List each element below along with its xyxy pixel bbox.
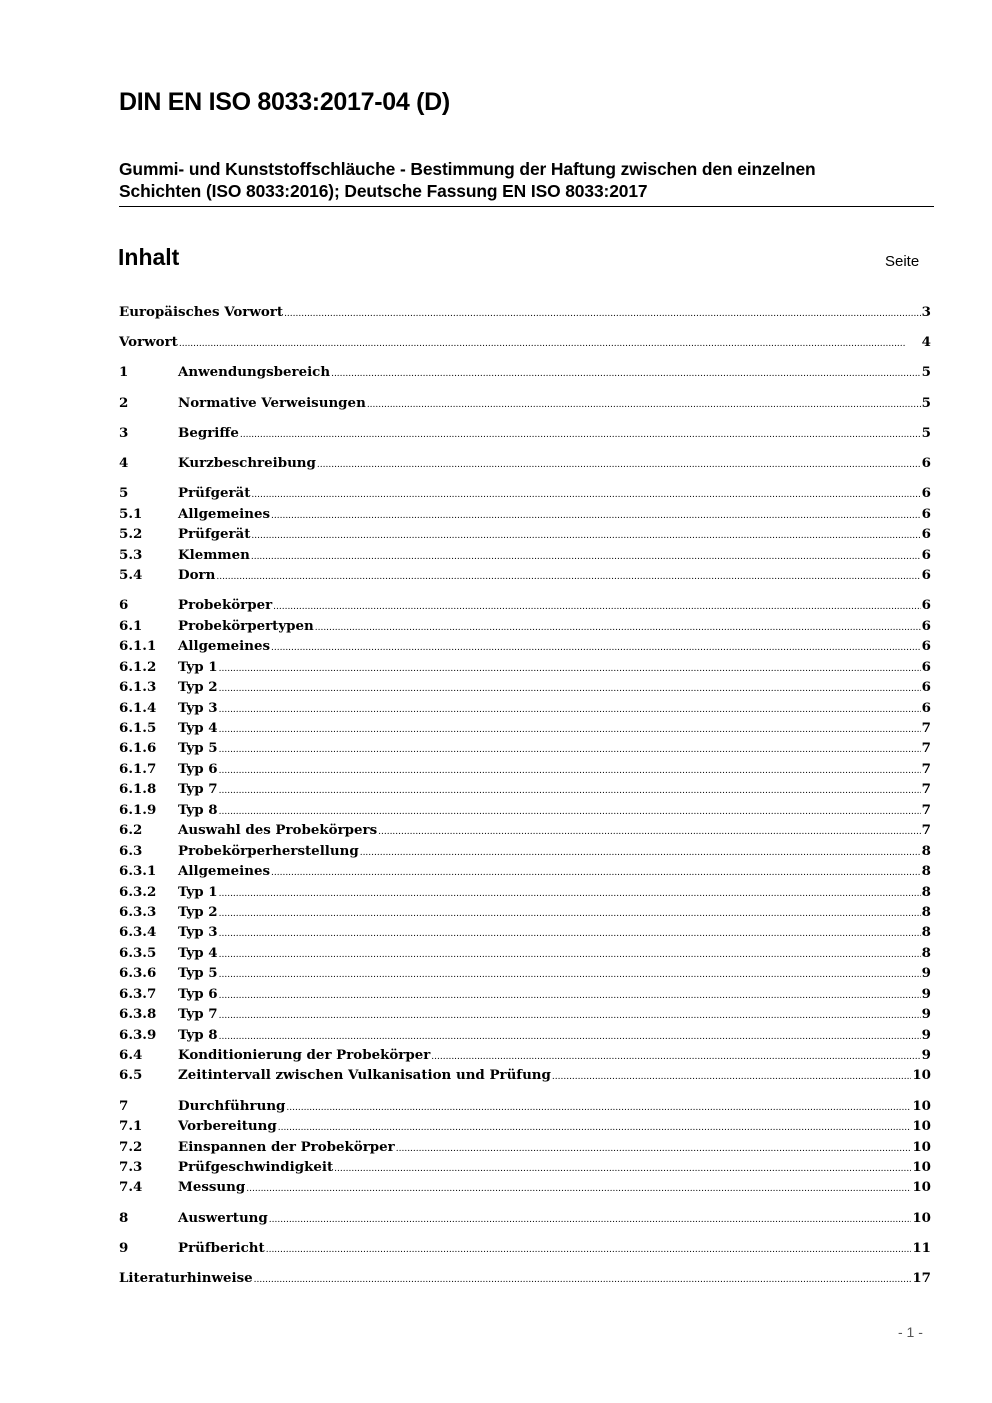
toc-dot-leader — [317, 454, 921, 475]
toc-entry[interactable] — [119, 800, 931, 820]
toc-entry-page: 5 — [921, 364, 931, 381]
toc-entry[interactable] — [119, 423, 931, 443]
toc-entry[interactable] — [119, 922, 931, 942]
toc-entry-page: 8 — [921, 903, 931, 920]
toc-entry[interactable] — [119, 718, 931, 738]
toc-entry[interactable] — [119, 1137, 931, 1157]
toc-entry-page: 6 — [921, 638, 931, 655]
toc-entry[interactable] — [119, 524, 931, 544]
toc-dot-leader — [273, 596, 921, 617]
toc-entry-title: Probekörpertypen — [178, 617, 314, 634]
toc-entry-title: Typ 3 — [178, 924, 218, 941]
toc-dot-leader — [271, 505, 921, 526]
toc-entry-title: Prüfgerät — [178, 485, 251, 502]
toc-entry-page: 8 — [921, 842, 931, 859]
toc-entry-title: Dorn — [178, 567, 216, 584]
toc-entry-title: Normative Verweisungen — [178, 394, 366, 411]
toc-entry-number: 6.1.5 — [119, 720, 157, 737]
toc-entry-title: Messung — [178, 1179, 246, 1196]
toc-entry-number: 6.1.1 — [119, 638, 157, 655]
toc-entry-page: 6 — [921, 567, 931, 584]
toc-dot-leader — [367, 394, 921, 415]
toc-heading: Inhalt — [118, 244, 180, 270]
toc-entry-number: 4 — [119, 455, 129, 472]
toc-entry[interactable] — [119, 861, 931, 881]
toc-entry-page: 6 — [921, 699, 931, 716]
toc-entry-number: 8 — [119, 1209, 129, 1226]
toc-entry-page: 7 — [921, 801, 931, 818]
toc-entry-number: 6.3.2 — [119, 883, 157, 900]
toc-entry-number: 5.3 — [119, 546, 143, 563]
toc-entry-page: 11 — [912, 1239, 931, 1256]
toc-dot-leader — [219, 801, 921, 822]
toc-dot-leader — [331, 363, 921, 384]
toc-dot-leader — [179, 333, 921, 354]
toc-entry-title: Typ 3 — [178, 699, 218, 716]
toc-entry-number: 6.3.1 — [119, 863, 157, 880]
toc-entry-number: 5.1 — [119, 505, 143, 522]
toc-entry-page: 6 — [921, 455, 931, 472]
toc-entry-page: 9 — [921, 1047, 931, 1064]
toc-entry-title: Auswahl des Probekörpers — [178, 822, 378, 839]
toc-entry-page: 10 — [912, 1138, 931, 1155]
toc-entry-title: Anwendungsbereich — [178, 364, 331, 381]
toc-entry-number: 6.2 — [119, 822, 143, 839]
toc-dot-leader — [271, 637, 921, 658]
toc-dot-leader — [219, 1005, 921, 1026]
toc-entry-page: 7 — [921, 822, 931, 839]
toc-dot-leader — [219, 883, 921, 904]
toc-entry-title: Kurzbeschreibung — [178, 455, 316, 472]
toc-entry-number: 6.3.3 — [119, 903, 157, 920]
toc-entry-page: 9 — [921, 1006, 931, 1023]
toc-entry[interactable] — [119, 393, 931, 413]
toc-entry-number: 7.3 — [119, 1159, 143, 1175]
toc-entry[interactable] — [119, 483, 931, 503]
toc-dot-leader — [271, 862, 921, 883]
toc-entry-page: 8 — [921, 863, 931, 880]
toc-entry[interactable] — [119, 943, 931, 963]
toc-entry-number: 6.1.4 — [119, 699, 157, 716]
toc-dot-leader — [251, 525, 920, 546]
toc-entry-title: Typ 8 — [178, 1026, 218, 1043]
toc-entry-title: Typ 8 — [178, 801, 218, 818]
toc-entry-number: 6.3.6 — [119, 965, 157, 982]
toc-dot-leader — [240, 424, 921, 445]
toc-entry-number: 6 — [119, 597, 129, 614]
toc-entry[interactable] — [119, 677, 931, 697]
toc-entry-page: 17 — [912, 1270, 931, 1287]
toc-entry[interactable] — [119, 595, 931, 615]
toc-entry-page: 9 — [921, 965, 931, 982]
toc-entry[interactable] — [119, 1025, 931, 1045]
toc-entry-number: 6.3.5 — [119, 944, 157, 961]
toc-entry-number: 2 — [119, 394, 129, 411]
toc-entry-title: Probekörperherstellung — [178, 842, 359, 859]
toc-entry-page: 9 — [921, 1026, 931, 1043]
toc-dot-leader — [378, 821, 921, 842]
toc-entry-title: Zeitintervall zwischen Vulkanisation und Prüfung — [178, 1067, 551, 1084]
toc-entry[interactable] — [119, 1177, 931, 1197]
toc-entry-page: 6 — [921, 617, 931, 634]
toc-entry-number: 6.3.8 — [119, 1006, 157, 1023]
toc-entry-page: 6 — [921, 526, 931, 543]
toc-entry-title: Typ 2 — [178, 903, 218, 920]
toc-entry-number: 6.5 — [119, 1067, 143, 1084]
toc-entry-number: 6.3.4 — [119, 924, 157, 941]
toc-dot-leader — [334, 1158, 911, 1179]
toc-entry[interactable] — [119, 616, 931, 636]
toc-entry-title: Typ 6 — [178, 985, 218, 1002]
toc-entry-title: Typ 5 — [178, 965, 218, 982]
toc-entry-title: Typ 4 — [178, 944, 218, 961]
toc-entry[interactable] — [119, 1096, 931, 1116]
toc-entry[interactable] — [119, 1268, 931, 1288]
page-number: - 1 - — [898, 1324, 923, 1340]
toc-entry-number: 1 — [119, 364, 129, 381]
toc-entry-title: Klemmen — [178, 546, 250, 563]
toc-entry[interactable] — [119, 841, 931, 861]
toc-dot-leader — [216, 566, 920, 587]
toc-dot-leader — [219, 944, 921, 965]
toc-dot-leader — [266, 1239, 912, 1260]
title-divider — [119, 206, 934, 207]
toc-entry[interactable] — [119, 738, 931, 758]
toc-entry-title: Allgemeines — [178, 863, 271, 880]
toc-entry[interactable] — [119, 820, 931, 840]
toc-entry[interactable] — [119, 1045, 931, 1065]
toc-entry-page: 5 — [921, 394, 931, 411]
toc-entry-page: 6 — [921, 485, 931, 502]
subtitle-line-2: Schichten (ISO 8033:2016); Deutsche Fassung EN ISO 8033:2017 — [119, 181, 648, 201]
toc-entry-number: 6.1.7 — [119, 760, 157, 777]
toc-entry-number: 6.3.9 — [119, 1026, 157, 1043]
toc-dot-leader — [219, 699, 921, 720]
toc-entry[interactable] — [119, 1238, 931, 1258]
toc-entry-title: Typ 2 — [178, 679, 218, 696]
toc-entry-page: 10 — [912, 1118, 931, 1135]
toc-dot-leader — [254, 1269, 912, 1290]
toc-entry[interactable] — [119, 1157, 931, 1177]
toc-entry-title: Allgemeines — [178, 505, 271, 522]
toc-entry-page: 3 — [921, 304, 931, 320]
toc-entry[interactable] — [119, 1208, 931, 1228]
document-subtitle — [119, 158, 934, 202]
toc-entry-title: Allgemeines — [178, 638, 271, 655]
toc-entry-number: 6.1.6 — [119, 740, 157, 757]
toc-entry-page: 7 — [921, 781, 931, 798]
toc-entry[interactable] — [119, 657, 931, 677]
toc-entry-page: 4 — [921, 334, 931, 351]
toc-entry-title: Einspannen der Probekörper — [178, 1138, 395, 1155]
toc-entry-page: 10 — [912, 1209, 931, 1226]
toc-dot-leader — [360, 842, 921, 863]
toc-dot-leader — [251, 484, 920, 505]
toc-entry-title: Typ 4 — [178, 720, 218, 737]
toc-entry-number: 7.2 — [119, 1138, 143, 1155]
toc-entry-number: 6.3 — [119, 842, 143, 859]
toc-entry-number: 6.1.9 — [119, 801, 157, 818]
toc-entry-number: 6.1.8 — [119, 781, 157, 798]
toc-entry[interactable] — [119, 302, 931, 322]
toc-entry-page: 6 — [921, 597, 931, 614]
toc-entry-number: 6.3.7 — [119, 985, 157, 1002]
toc-dot-leader — [286, 1097, 911, 1118]
toc-entry-title: Vorwort — [119, 334, 178, 351]
document-title: DIN EN ISO 8033:2017-04 (D) — [119, 88, 450, 116]
toc-entry-title: Typ 5 — [178, 740, 218, 757]
toc-entry-page: 7 — [921, 760, 931, 777]
toc-dot-leader — [219, 760, 921, 781]
toc-entry[interactable] — [119, 1004, 931, 1024]
toc-entry-page: 6 — [921, 679, 931, 696]
toc-dot-leader — [552, 1066, 911, 1087]
toc-entry-page: 7 — [921, 740, 931, 757]
toc-dot-leader — [219, 903, 921, 924]
toc-dot-leader — [219, 739, 921, 760]
toc-entry-title: Typ 6 — [178, 760, 218, 777]
toc-entry[interactable] — [119, 963, 931, 983]
toc-entry[interactable] — [119, 504, 931, 524]
toc-entry-page: 8 — [921, 944, 931, 961]
toc-entry-page: 6 — [921, 658, 931, 675]
toc-entry-title: Typ 1 — [178, 658, 218, 675]
toc-entry-title: Prüfgerät — [178, 526, 251, 543]
toc-entry-page: 10 — [912, 1067, 931, 1084]
toc-entry-title: Prüfbericht — [178, 1239, 265, 1256]
toc-dot-leader — [219, 985, 921, 1006]
toc-dot-leader — [251, 546, 921, 567]
toc-dot-leader — [219, 1026, 921, 1047]
toc-page-column-label: Seite — [885, 253, 920, 270]
toc-entry-title: Typ 7 — [178, 781, 218, 798]
toc-entry-title: Konditionierung der Probekörper — [178, 1047, 431, 1064]
toc-entry-number: 9 — [119, 1239, 129, 1256]
toc-entry[interactable] — [119, 332, 931, 352]
toc-entry-title: Begriffe — [178, 424, 239, 441]
toc-entry-number: 5.2 — [119, 526, 143, 543]
toc-entry-page: 6 — [921, 546, 931, 563]
toc-entry-page: 7 — [921, 720, 931, 737]
toc-dot-leader — [219, 780, 921, 801]
toc-dot-leader — [396, 1138, 912, 1159]
toc-entry-title: Auswertung — [178, 1209, 268, 1226]
toc-entry-number: 5 — [119, 485, 129, 502]
toc-entry-title: Prüfgeschwindigkeit — [178, 1159, 334, 1175]
toc-entry-page: 10 — [912, 1097, 931, 1114]
toc-entry-title: Durchführung — [178, 1097, 286, 1114]
toc-entry[interactable] — [119, 545, 931, 565]
toc-entry-number: 6.4 — [119, 1047, 143, 1064]
toc-entry[interactable] — [119, 902, 931, 922]
toc-entry-number: 3 — [119, 424, 129, 441]
toc-entry[interactable] — [119, 1065, 931, 1085]
table-of-contents — [119, 302, 931, 1289]
toc-entry-title: Typ 1 — [178, 883, 218, 900]
toc-entry-title: Europäisches Vorwort — [119, 304, 284, 320]
toc-entry-page: 10 — [912, 1159, 931, 1175]
toc-entry-page: 6 — [921, 505, 931, 522]
toc-dot-leader — [246, 1178, 911, 1199]
toc-entry-number: 7.4 — [119, 1179, 143, 1196]
toc-entry-page: 8 — [921, 924, 931, 941]
toc-dot-leader — [278, 1117, 912, 1138]
toc-dot-leader — [431, 1046, 920, 1067]
toc-entry-title: Vorbereitung — [178, 1118, 277, 1135]
toc-entry[interactable] — [119, 362, 931, 382]
toc-dot-leader — [219, 719, 921, 740]
toc-entry-number: 6.1.2 — [119, 658, 157, 675]
toc-entry-page: 5 — [921, 424, 931, 441]
toc-dot-leader — [219, 964, 921, 985]
toc-entry-title: Literaturhinweise — [119, 1270, 253, 1287]
toc-entry[interactable] — [119, 565, 931, 585]
toc-entry-number: 7 — [119, 1097, 129, 1114]
toc-dot-leader — [219, 923, 921, 944]
toc-dot-leader — [269, 1209, 912, 1230]
toc-entry[interactable] — [119, 984, 931, 1004]
toc-entry-title: Typ 7 — [178, 1006, 218, 1023]
toc-entry-number: 6.1.3 — [119, 679, 157, 696]
toc-dot-leader — [219, 658, 921, 679]
toc-entry[interactable] — [119, 779, 931, 799]
toc-entry[interactable] — [119, 698, 931, 718]
toc-entry-number: 5.4 — [119, 567, 143, 584]
toc-entry[interactable] — [119, 882, 931, 902]
toc-entry-number: 6.1 — [119, 617, 143, 634]
toc-entry-page: 9 — [921, 985, 931, 1002]
toc-entry[interactable] — [119, 636, 931, 656]
toc-entry[interactable] — [119, 759, 931, 779]
toc-entry-title: Probekörper — [178, 597, 273, 614]
toc-entry-page: 10 — [912, 1179, 931, 1196]
subtitle-line-1: Gummi- und Kunststoffschläuche - Bestimmung der Haftung zwischen den einzelnen — [119, 159, 816, 179]
toc-entry[interactable] — [119, 1116, 931, 1136]
toc-entry-page: 8 — [921, 883, 931, 900]
toc-entry[interactable] — [119, 453, 931, 473]
toc-dot-leader — [315, 617, 921, 638]
toc-entry-number: 7.1 — [119, 1118, 143, 1135]
toc-dot-leader — [219, 678, 921, 699]
toc-dot-leader — [284, 303, 921, 324]
